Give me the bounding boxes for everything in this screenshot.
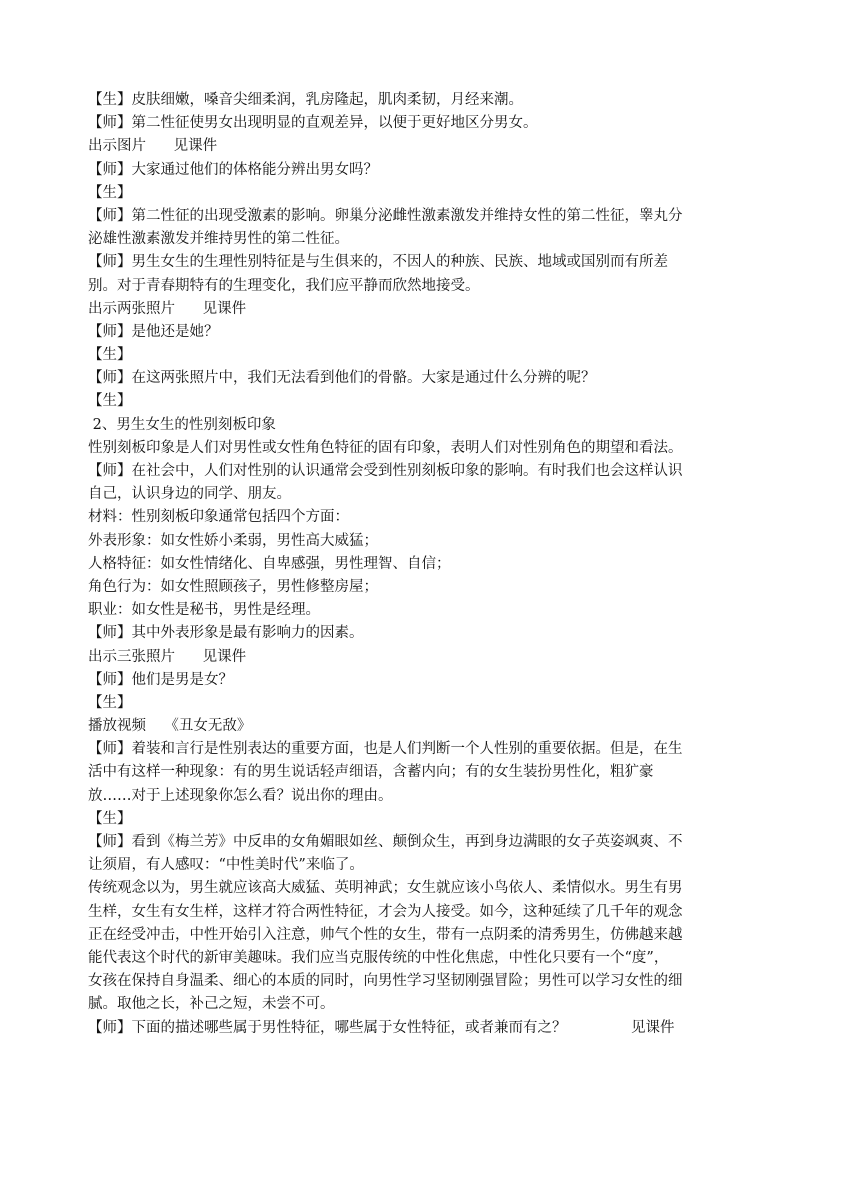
text-line: 【生】 [88, 184, 132, 201]
text-line: 【师】第二性征使男女出现明显的直观差异，以便于更好地区分男女。 [88, 115, 538, 132]
text-line: 播放视频 《丑女无敌》 [88, 718, 252, 735]
text-line: 角色行为：如女性照顾孩子，男性修整房屋； [88, 578, 378, 595]
text-line: 自己，认识身边的同学、朋友。 [88, 486, 291, 503]
text-line: 女孩在保持自身温柔、细心的本质的同时，向男性学习坚韧刚强冒险；男性可以学习女性的细 [88, 973, 683, 990]
text-line: 【师】第二性征的出现受激素的影响。卵巢分泌雌性激素激发并维持女性的第二性征，睾丸分 [88, 207, 683, 224]
text-line: 性别刻板印象是人们对男性或女性角色特征的固有印象，表明人们对性别角色的期望和看法。 [88, 439, 683, 456]
text-line: 【师】男生女生的生理性别特征是与生俱来的，不因人的种族、民族、地域或国别而有所差 [88, 254, 668, 271]
text-line: 材料：性别刻板印象通常包括四个方面： [88, 509, 349, 526]
text-line: 活中有这样一种现象：有的男生说话轻声细语，含蓄内向；有的女生装扮男性化，粗犷豪 [88, 764, 654, 781]
text-line: 能代表这个时代的新审美趣味。我们应当克服传统的中性化焦虑，中性化只要有一个“度”， [88, 949, 669, 966]
text-line: 外表形象：如女性娇小柔弱，男性高大威猛； [88, 532, 378, 549]
section-heading: 2、男生女生的性别刻板印象 [88, 416, 276, 433]
text-line: 出示图片 见课件 [88, 138, 218, 155]
text-line: 【生】皮肤细嫩，嗓音尖细柔润，乳房隆起，肌肉柔韧，月经来潮。 [88, 92, 523, 108]
text-line: 【师】在这两张照片中，我们无法看到他们的骨骼。大家是通过什么分辨的呢？ [88, 370, 596, 387]
text-line: 【师】下面的描述哪些属于男性特征，哪些属于女性特征，或者兼而有之？ 见课件 [88, 1019, 675, 1036]
text-line: 职业：如女性是秘书，男性是经理。 [88, 602, 320, 619]
text-line: 【师】着装和言行是性别表达的重要方面，也是人们判断一个人性别的重要依据。但是，在生 [88, 741, 683, 758]
text-line: 【生】 [88, 694, 132, 711]
text-line: 出示两张照片 见课件 [88, 300, 247, 317]
text-line: 传统观念以为，男生就应该高大威猛、英明神武；女生就应该小鸟依人、柔情似水。男生有男 [88, 880, 683, 897]
text-line: 【生】 [88, 810, 132, 827]
text-line: 人格特征：如女性情绪化、自卑感强，男性理智、自信； [88, 555, 451, 572]
text-line: 【生】 [88, 393, 132, 410]
text-line: 【师】在社会中，人们对性别的认识通常会受到性别刻板印象的影响。有时我们也会这样认识 [88, 463, 683, 479]
text-line: 正在经受冲击，中性开始引入注意，帅气个性的女生，带有一点阴柔的清秀男生，仿佛越来越 [88, 926, 683, 943]
text-line: 【师】大家通过他们的体格能分辨出男女吗？ [88, 161, 378, 178]
text-line: 腻。取他之长，补己之短，未尝不可。 [88, 996, 335, 1013]
text-line: 【师】看到《梅兰芳》中反串的女角媚眼如丝、颠倒众生，再到身边满眼的女子英姿飒爽、不 [88, 834, 683, 850]
text-line: 别。对于青春期特有的生理变化，我们应平静而欣然地接受。 [88, 277, 480, 294]
text-line: 让须眉，有人感叹：“中性美时代”来临了。 [88, 857, 364, 874]
text-line: 生样，女生有女生样，这样才符合两性特征，才会为人接受。如今，这种延续了几千年的观念 [88, 903, 683, 920]
text-line: 放……对于上述现象你怎么看？说出你的理由。 [88, 787, 393, 804]
text-line: 【师】他们是男是女？ [88, 671, 233, 688]
lesson-text [88, 89, 768, 1040]
text-line: 【师】其中外表形象是最有影响力的因素。 [88, 625, 364, 642]
text-line: 泌雄性激素激发并维持男性的第二性征。 [88, 231, 349, 248]
text-line: 【生】 [88, 347, 132, 364]
text-line: 出示三张照片 见课件 [88, 648, 247, 665]
text-line: 【师】是他还是她？ [88, 323, 219, 340]
